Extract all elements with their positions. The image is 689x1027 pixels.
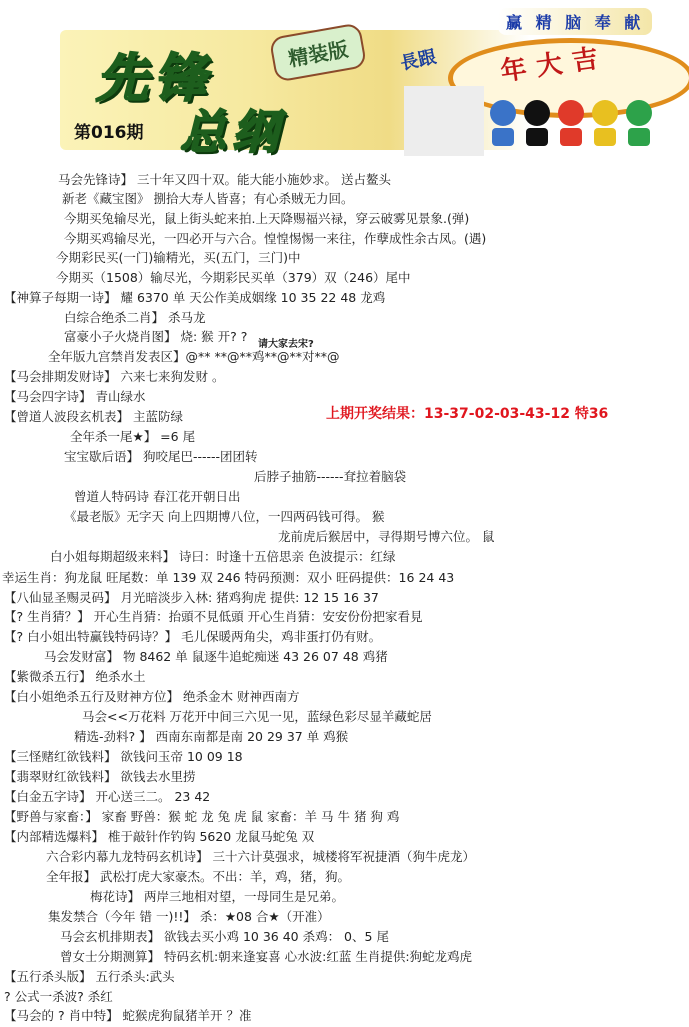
text-line: 今期彩民买(一门)输精光，买(五门，三门)中 <box>56 250 301 265</box>
text-line: 请大家去宋? <box>258 339 314 350</box>
text-line: 曾道人特码诗 春江花开朝日出 <box>74 489 241 504</box>
slogan: 赢 精 脑 奉 献 <box>498 8 652 35</box>
text-line: 六合彩内幕九龙特码玄机诗】 三十六计莫强求，城楼将军祝捷酒（狗牛虎龙） <box>46 849 475 864</box>
header-banner <box>0 0 689 168</box>
mascot-icon <box>590 100 620 148</box>
text-line: 幸运生肖：狗龙鼠 旺尾数：单 139 双 246 特码预测：双小 旺码提供：16 24 43 <box>2 570 455 585</box>
ring-text: 年大吉 <box>498 42 610 88</box>
text-line: 【? 生肖猜？】 开心生肖猜：抬頭不見低頭 开心生肖猜：安安份份把家看見 <box>4 609 423 624</box>
text-line: 精选-劲料? 】 西南东南都是南 20 29 37 单 鸡猴 <box>74 729 349 744</box>
text-line: 【马会排期发财诗】 六来七来狗发财 。 <box>4 369 225 384</box>
text-line: 【马会四字诗】 青山绿水 <box>4 389 146 404</box>
mascot-icon <box>488 100 518 148</box>
text-line: 【三怪赌红欲钱料】 欲钱问玉帝 10 09 18 <box>4 749 243 764</box>
text-line: 马会<<万花料 万花开中间三六见一见，蓝绿色彩尽显羊藏蛇居 <box>82 709 432 724</box>
text-line: 马会玄机排期表】 欲钱去买小鸡 10 36 40 杀鸡： 0、5 尾 <box>60 929 389 944</box>
text-line: 龙前虎后猴居中，寻得期号博六位。 鼠 <box>278 529 495 544</box>
draw-result: 上期开奖结果：13-37-02-03-43-12 特36 <box>326 406 609 422</box>
brand-text: 長跟 <box>398 46 439 75</box>
issue-number: 第016期 <box>74 123 144 143</box>
text-line: 【曾道人波段玄机表】 主蓝防绿 <box>4 409 183 424</box>
text-line: 曾女士分期测算】 特码玄机:朝来逢宴喜 心水波:红蓝 生肖提供:狗蛇龙鸡虎 <box>60 949 473 964</box>
text-line: 新老《藏宝图》 捌拾大寿人皆喜；有心杀贼无力回。 <box>62 191 354 206</box>
text-line: 【紫微杀五行】 绝杀水土 <box>4 669 146 684</box>
text-line: 白小姐每期超级来料】 诗曰：时逢十五倍思亲 色波提示：红绿 <box>50 549 396 564</box>
text-line: 马会发财富】 物 8462 单 鼠逐牛追蛇痴迷 43 26 07 48 鸡猪 <box>44 649 388 664</box>
text-line: 集发禁合（今年 错 一)!!】 杀：★08 合★（开准） <box>48 909 330 924</box>
text-line: 今期买兔输尽光，鼠上街头蛇来拍.上天降赐福兴禄，穿云破雾见景象.(弹) <box>64 211 470 226</box>
text-line: 全年报】 武松打虎大家豪杰。不出：羊，鸡，猪，狗。 <box>46 869 350 884</box>
text-line: 马会先锋诗】 三十年又四十双。能大能小施妙求。 送占鳌头 <box>58 172 391 187</box>
text-line: 【白金五字诗】 开心送三二。 23 42 <box>4 789 211 804</box>
text-line: 梅花诗】 两岸三地相对望，一母同生是兄弟。 <box>90 889 344 904</box>
title-line-1: 先锋 <box>96 48 213 109</box>
text-line: 全年版九宫禁肖发表区】@** **@**鸡**@**对**@ <box>48 349 340 364</box>
text-line: 【八仙显圣赐灵码】 月光暗淡步入林: 猪鸡狗虎 提供: 12 15 16 37 <box>4 590 379 605</box>
title-line-2: 总纲 <box>180 105 284 159</box>
text-line: 【神算子每期一诗】 耀 6370 单 天公作美成姻缘 10 35 22 48 龙鸡 <box>4 290 386 305</box>
blank-box <box>404 86 484 156</box>
text-line: 【野兽与家畜：】 家畜 野兽：猴 蛇 龙 兔 虎 鼠 家畜：羊 马 牛 猪 狗 鸡 <box>4 809 400 824</box>
text-line: ? 公式一杀波? 杀红 <box>4 989 113 1004</box>
text-line: 【内部精选爆料】 椎于敲针作钓钩 5620 龙鼠马蛇兔 双 <box>4 829 315 844</box>
mascot-icon <box>624 100 654 148</box>
text-line: 今期买鸡输尽光，一四必开与六合。惶惶惕惕一来往，作孽成性余古凤。(遇) <box>64 231 487 246</box>
text-line: 后脖子抽筋------耷拉着脑袋 <box>254 469 407 484</box>
text-line: 【翡翠财红欲钱料】 欲钱去水里捞 <box>4 769 196 784</box>
text-line: 【马会的 ? 肖中特】 蛇猴虎狗鼠猪羊开 ？准 <box>4 1008 252 1023</box>
mascot-icon <box>522 100 552 148</box>
text-line: 《最老版》无字天 向上四期博八位，一四两码钱可得。 猴 <box>64 509 385 524</box>
edition-badge: 精装版 <box>269 22 367 82</box>
mascot-icon <box>556 100 586 148</box>
text-line: 【白小姐绝杀五行及财神方位】 绝杀金木 财神西南方 <box>4 689 300 704</box>
text-line: 宝宝歇后语】 狗咬尾巴------团团转 <box>64 449 258 464</box>
text-line: 【? 白小姐出特赢钱特码诗？】 毛儿保暖两角尖，鸡非蛋打仍有财。 <box>4 629 382 644</box>
text-line: 今期买（1508）输尽光，今期彩民买单（379）双（246）尾中 <box>56 270 411 285</box>
text-line: 富豪小子火烧肖图】 烧: 猴 开? ? <box>64 329 248 344</box>
text-line: 全年杀一尾★】 =6 尾 <box>70 429 196 444</box>
text-line: 白综合绝杀二肖】 杀马龙 <box>64 310 206 325</box>
text-line: 【五行杀头版】 五行杀头:武头 <box>4 969 175 984</box>
